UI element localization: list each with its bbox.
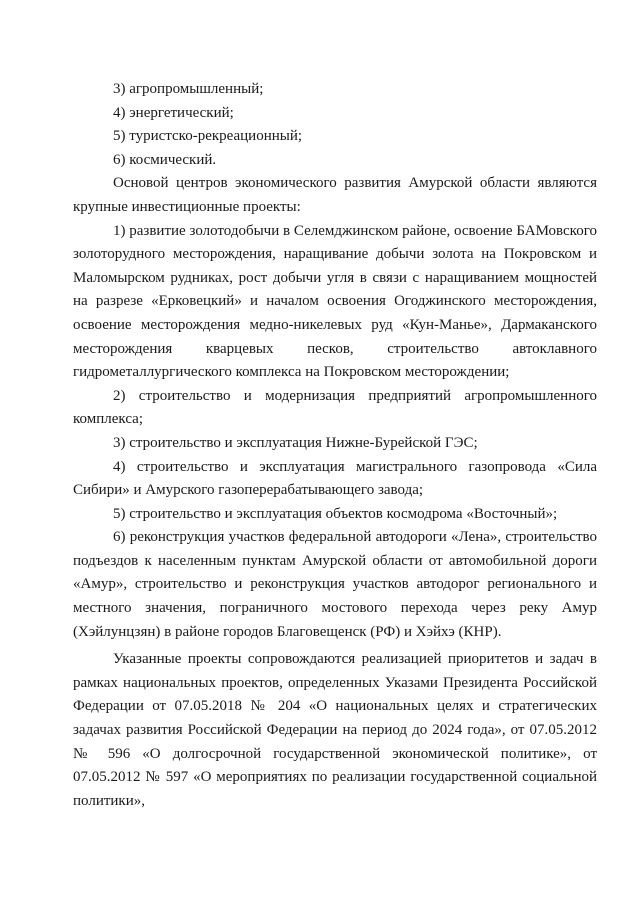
paragraph-project-2: 2) строительство и модернизация предприятий агропромышленного комплекса; — [73, 387, 597, 428]
paragraph-national-projects: Указанные проекты сопровождаются реализацией приоритетов и задач в рамках национальных проектов, определенных Указами Президента Российской Федерации от 07.05.2018 № 204 «О национальных целях и стратегических задачах развития Российской Федерации на период до 2024 года», от 07.05.2012 № 596 «О долгосрочной государственной экономической политике», от 07.05.2012 № 597 «О мероприятиях по реализации государственной социальной политики», — [73, 651, 597, 809]
paragraph-project-6: 6) реконструкция участков федеральной автодороги «Лена», строительство подъездов к населенным пунктам Амурской области от автомобильной дороги «Амур», строительство и реконструкция участков автодорог регионального и местного значения, пограничного мостового перехода через реку Амур (Хэйлунцзян) в районе городов Благовещенск (РФ) и Хэйхэ (КНР). — [73, 529, 597, 640]
paragraph-project-4: 4) строительство и эксплуатация магистрального газопровода «Сила Сибири» и Амурского газоперерабатывающего завода; — [73, 458, 597, 499]
paragraph-intro: Основой центров экономического развития Амурской области являются крупные инвестиционные проекты: — [73, 175, 597, 215]
list-item-agro: 3) агропромышленный; — [113, 81, 264, 97]
paragraph-project-3: 3) строительство и эксплуатация Нижне-Бурейской ГЭС; — [113, 434, 478, 451]
paragraph-project-5: 5) строительство и эксплуатация объектов космодрома «Восточный»; — [113, 505, 558, 522]
paragraph-project-1: 1) развитие золотодобычи в Селемджинском районе, освоение БАМовского золоторудного месторождения, наращивание добычи золота на Покровском и Маломырском рудниках, рост добычи угля в связи с наращиванием мощностей на разрезе «Ерковецкий» и началом освоения Огоджинского месторождения, освоение месторождения медно-никелевых руд «Кун-Манье», Дармаканского месторождения кварцевых песков, строительство автоклавного гидрометаллургического комплекса на Покровском месторождении; — [73, 222, 597, 381]
list-item-energy: 4) энергетический; — [113, 104, 234, 121]
document-body — [73, 78, 597, 813]
list-item-space: 6) космический. — [113, 151, 217, 168]
list-item-tourism: 5) туристско-рекреационный; — [113, 128, 303, 145]
